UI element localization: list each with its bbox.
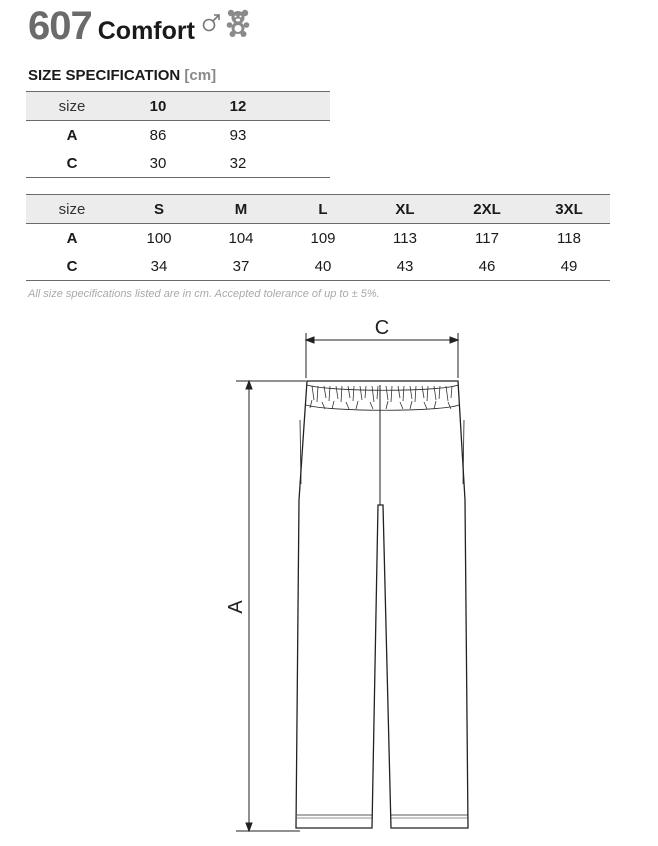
- pants-diagram: [0, 300, 658, 846]
- dimension-label-a: A: [225, 600, 247, 614]
- table-cell: 100: [146, 229, 172, 247]
- table-cell: 37: [200, 252, 282, 281]
- product-header: [28, 4, 251, 49]
- size-header-label: size: [26, 92, 118, 121]
- table-cell: 49: [528, 252, 610, 281]
- product-code: 607: [28, 4, 92, 48]
- table-row: [26, 252, 610, 281]
- table-row: [26, 121, 330, 150]
- spec-title-text: SIZE SPECIFICATION: [28, 67, 181, 84]
- table-cell: 118: [557, 229, 581, 247]
- table-cell: 43: [364, 252, 446, 281]
- table-cell: 40: [282, 252, 364, 281]
- size-col: 12: [198, 92, 278, 121]
- size-header-row: [26, 92, 330, 121]
- filler-cell: [278, 149, 330, 178]
- table-cell: 109: [310, 229, 336, 247]
- size-col: 2XL: [446, 195, 528, 224]
- table-cell: 30: [118, 149, 198, 178]
- spec-title: [28, 67, 216, 84]
- dimension-label-c: C: [374, 317, 390, 339]
- size-col: M: [200, 195, 282, 224]
- male-symbol-icon: [201, 13, 221, 33]
- spec-unit: [cm]: [184, 67, 217, 84]
- size-col: 3XL: [528, 195, 610, 224]
- size-header-row: [26, 195, 610, 224]
- tolerance-note: All size specifications listed are in cm. Accepted tolerance of up to ± 5%.: [28, 288, 380, 300]
- table-cell: 113: [393, 229, 417, 247]
- filler-cell: [278, 92, 330, 121]
- row-label: C: [26, 252, 118, 281]
- table-cell: 32: [198, 149, 278, 178]
- size-header-label: size: [26, 195, 118, 224]
- size-col: XL: [364, 195, 446, 224]
- product-name: Comfort: [97, 17, 195, 45]
- pants-outline: [296, 381, 468, 828]
- table-row: [26, 149, 330, 178]
- filler-cell: [278, 121, 330, 150]
- table-cell: 46: [446, 252, 528, 281]
- size-col: 10: [118, 92, 198, 121]
- size-col: L: [282, 195, 364, 224]
- table-cell: 93: [229, 126, 247, 144]
- size-col: S: [118, 195, 200, 224]
- size-table-kids: [26, 91, 330, 178]
- row-label: A: [66, 126, 78, 144]
- size-table-adult: [26, 194, 610, 281]
- row-label: A: [66, 229, 78, 247]
- row-label: C: [26, 149, 118, 178]
- table-cell: 34: [118, 252, 200, 281]
- table-cell: 104: [228, 229, 254, 247]
- table-row: [26, 224, 610, 253]
- table-cell: 86: [149, 126, 167, 144]
- waist-dimension: [306, 333, 458, 378]
- table-cell: 117: [475, 229, 499, 247]
- product-icons: [201, 9, 251, 37]
- teddy-bear-icon: [225, 9, 251, 37]
